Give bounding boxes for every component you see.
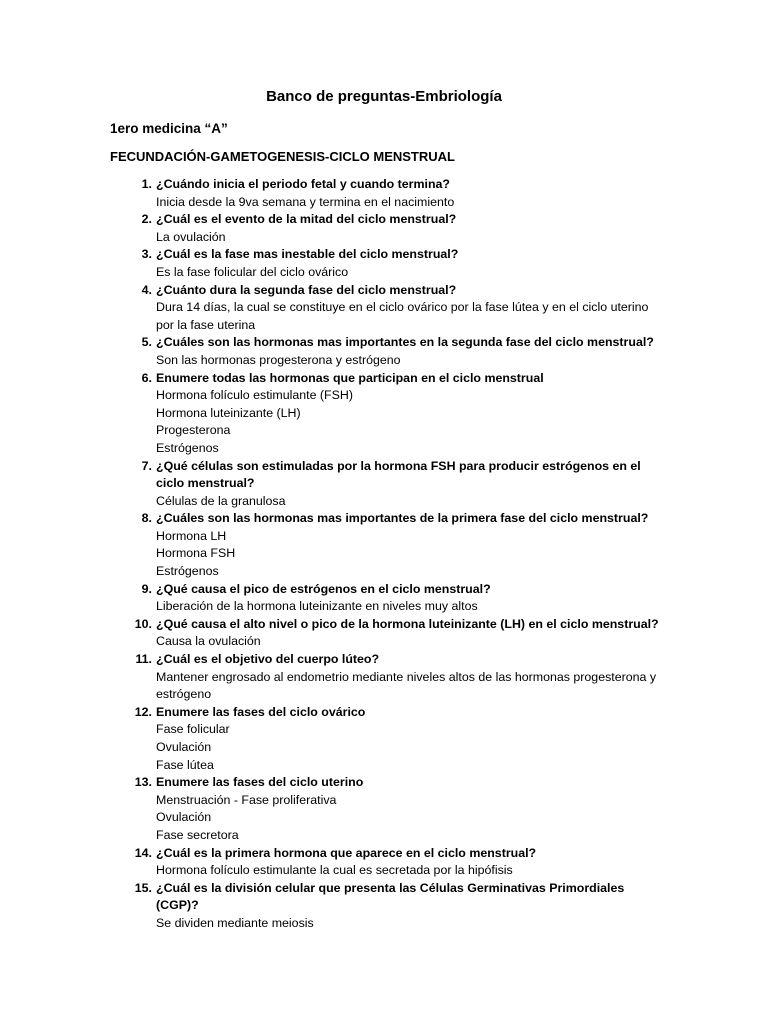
question-item (0, 651, 768, 704)
question-number: 5. (141, 335, 152, 350)
question-item (0, 370, 768, 458)
question-item (0, 176, 768, 211)
question-body (156, 334, 661, 369)
question-text: ¿Cuál es la fase mas inestable del ciclo menstrual? (156, 247, 459, 262)
answer-text: Fase secretora (156, 827, 239, 842)
answer-text: Fase lútea (156, 757, 214, 772)
answer-text: Ovulación (156, 740, 212, 754)
question-number: 6. (141, 370, 152, 385)
answer-text: Fase folicular (156, 722, 230, 737)
question-text: ¿Cuál es la división celular que presenta las Células Germinativas Primordiales (CGP)? (156, 880, 625, 913)
question-number: 2. (141, 212, 152, 227)
answer-text: Liberación de la hormona luteinizante en niveles muy altos (156, 599, 478, 614)
answer-text: Mantener engrosado al endometrio mediante niveles altos de las hormonas progesterona y estrógeno (156, 669, 657, 702)
question-body (156, 651, 661, 704)
question-item (0, 616, 768, 651)
question-item (0, 704, 768, 774)
question-number: 8. (141, 511, 152, 526)
answer-text: Hormona folículo estimulante (FSH) (156, 388, 353, 403)
question-item (0, 246, 768, 281)
answer-text: Estrógenos (156, 440, 219, 455)
question-item (0, 880, 768, 933)
question-body (156, 282, 661, 335)
question-text: ¿Qué causa el alto nivel o pico de la hormona luteinizante (LH) en el ciclo menstrual? (156, 616, 659, 631)
question-body (156, 581, 661, 616)
question-text: Enumere todas las hormonas que participan en el ciclo menstrual (156, 370, 544, 385)
question-item (0, 211, 768, 246)
section-heading: FECUNDACIÓN-GAMETOGENESIS-CICLO MENSTRUAL (110, 149, 455, 164)
answer-text: Hormona luteinizante (LH) (156, 405, 301, 420)
question-number: 13. (134, 775, 152, 790)
question-number: 15. (134, 880, 152, 895)
question-text: ¿Cuáles son las hormonas mas importantes de la primera fase del ciclo menstrual? (156, 511, 649, 526)
answer-text: Menstruación - Fase proliferativa (156, 792, 337, 807)
question-text: ¿Cuál es el objetivo del cuerpo lúteo? (156, 652, 380, 667)
question-item (0, 581, 768, 616)
question-number: 4. (141, 282, 152, 297)
answer-text: Hormona LH (156, 528, 227, 543)
question-text: ¿Qué células son estimuladas por la hormona FSH para producir estrógenos en el ciclo menstrual? (156, 458, 641, 491)
question-body (156, 370, 661, 458)
question-body (156, 510, 661, 580)
answer-text: La ovulación (156, 229, 226, 244)
question-body (156, 176, 661, 211)
question-number: 14. (134, 845, 152, 860)
question-body (156, 880, 661, 933)
question-text: Enumere las fases del ciclo ovárico (156, 704, 366, 719)
question-body (156, 774, 661, 844)
question-number: 9. (141, 581, 152, 596)
question-item (0, 282, 768, 335)
answer-text: Inicia desde la 9va semana y termina en el nacimiento (156, 194, 455, 209)
question-item (0, 334, 768, 369)
question-number: 11. (135, 652, 152, 667)
question-text: ¿Cuál es el evento de la mitad del ciclo menstrual? (156, 212, 457, 227)
question-text: ¿Qué causa el pico de estrógenos en el ciclo menstrual? (156, 581, 491, 596)
question-text: ¿Cuánto dura la segunda fase del ciclo menstrual? (156, 282, 457, 297)
question-text: ¿Cuándo inicia el periodo fetal y cuando termina? (156, 177, 450, 191)
answer-text: Se dividen mediante meiosis (156, 915, 314, 930)
page-title: Banco de preguntas-Embriología (266, 88, 502, 105)
question-text: ¿Cuáles son las hormonas mas importantes en la segunda fase del ciclo menstrual? (156, 335, 654, 350)
question-text: ¿Cuál es la primera hormona que aparece en el ciclo menstrual? (156, 845, 537, 860)
question-body (156, 246, 661, 281)
answer-text: Hormona folículo estimulante la cual es secretada por la hipófisis (156, 863, 513, 878)
answer-text: Es la fase folicular del ciclo ovárico (156, 264, 349, 279)
question-item (0, 774, 768, 844)
answer-text: Estrógenos (156, 564, 219, 579)
question-body (156, 845, 661, 880)
question-number: 3. (141, 247, 152, 262)
course-label: 1ero medicina “A” (110, 121, 228, 136)
answer-text: Hormona FSH (156, 546, 236, 561)
question-item (0, 845, 768, 880)
question-item (0, 510, 768, 580)
question-number: 1. (141, 177, 152, 191)
answer-text: Progesterona (156, 423, 231, 438)
question-item (0, 458, 768, 511)
answer-text: Son las hormonas progesterona y estrógeno (156, 352, 401, 367)
answer-text: Dura 14 días, la cual se constituye en el ciclo ovárico por la fase lútea y en el ciclo uterino por la fase uterina (156, 300, 649, 332)
answer-text: Células de la granulosa (156, 493, 286, 508)
question-number: 7. (141, 458, 152, 473)
answer-text: Ovulación (156, 810, 212, 825)
question-body (156, 211, 661, 246)
question-text: Enumere las fases del ciclo uterino (156, 775, 364, 790)
question-number: 12. (134, 704, 152, 719)
answer-text: Causa la ovulación (156, 634, 261, 649)
question-body (156, 704, 661, 774)
question-number: 10. (134, 616, 152, 631)
question-body (156, 458, 661, 511)
question-list (0, 176, 768, 933)
question-body (156, 616, 661, 651)
